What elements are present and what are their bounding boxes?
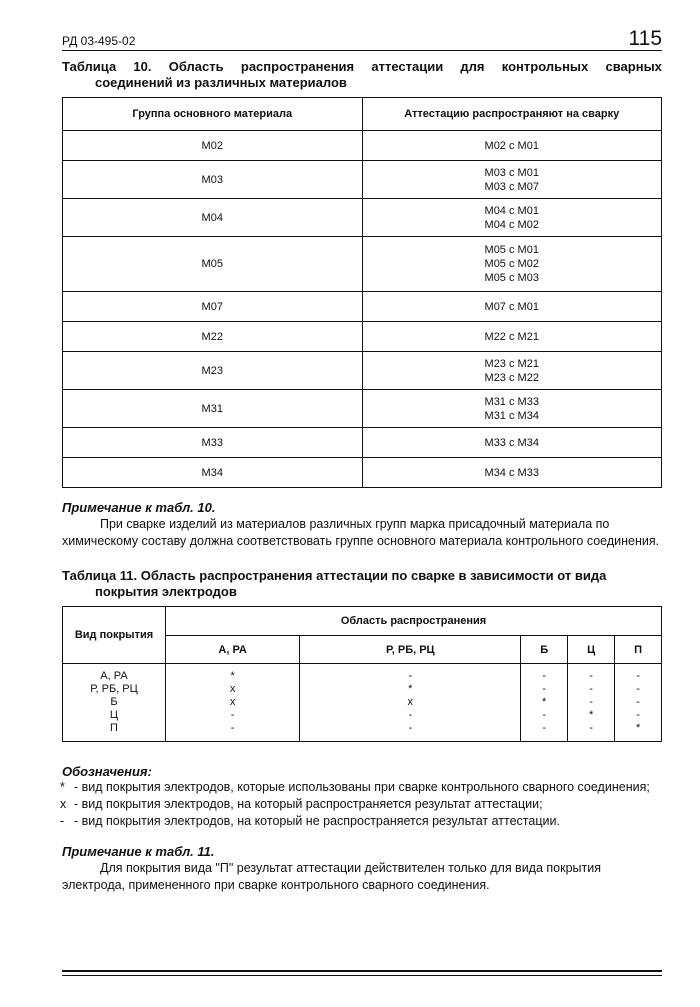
table10-scope-line: М03 с М01 (484, 166, 539, 179)
table10-group-cell: М22 (63, 322, 363, 352)
table11-row-label: А, РА (63, 664, 166, 684)
table10-title (62, 59, 662, 91)
table10-row (63, 199, 662, 237)
table10-title-word: для (460, 59, 485, 74)
legend-item (62, 796, 662, 813)
table11-row (63, 664, 662, 684)
table11-row-label: П (63, 722, 166, 742)
table10-group-cell: М05 (63, 237, 363, 292)
legend (62, 779, 662, 830)
document-page (62, 26, 662, 894)
table11-cell: * (567, 709, 614, 722)
table11-cell: - (521, 709, 568, 722)
table11-cell: - (567, 664, 614, 684)
table11 (62, 606, 662, 742)
table10-group-cell: М03 (63, 161, 363, 199)
table11-col-header: Б (521, 636, 568, 664)
table11-cell: - (615, 664, 662, 684)
table10-scope-cell (362, 352, 662, 390)
table11-cell: х (300, 696, 521, 709)
table11-cell: - (166, 709, 300, 722)
table10-scope-cell (362, 131, 662, 161)
table10-title-word: аттестации (371, 59, 444, 74)
table11-title-line1: Таблица 11. Область распространения аттестации по сварке в зависимости от вида (62, 568, 607, 583)
table10-row (63, 292, 662, 322)
legend-heading: Обозначения: (62, 764, 152, 779)
table10-title-word: Область (168, 59, 224, 74)
table11-cell: - (300, 709, 521, 722)
table10-title-word: Таблица (62, 59, 117, 74)
table11-cell: - (166, 722, 300, 742)
legend-symbol: * (60, 780, 65, 794)
page-header (62, 26, 662, 50)
table10-scope-line: М07 с М01 (484, 300, 539, 313)
table10-scope-line: М02 с М01 (484, 139, 539, 152)
table10-row (63, 161, 662, 199)
table10-scope-cell (362, 458, 662, 488)
table10-title-word: 10. (133, 59, 152, 74)
table11-title (62, 568, 662, 600)
table11-note-heading: Примечание к табл. 11. (62, 844, 215, 859)
legend-text: - вид покрытия электродов, на который не распространяется результат аттестации. (74, 814, 560, 828)
table10-scope-line: М23 с М21 (484, 357, 539, 370)
table11-cell: х (166, 696, 300, 709)
table11-col-header: Р, РБ, РЦ (300, 636, 521, 664)
legend-symbol: х (60, 797, 67, 811)
table11-row-label: Ц (63, 709, 166, 722)
footer-rule (62, 970, 662, 976)
legend-item (62, 813, 662, 830)
table11-title-line2: покрытия электродов (95, 584, 237, 599)
table10-row (63, 458, 662, 488)
table10-title-word: распространения (240, 59, 355, 74)
table10-row (63, 352, 662, 390)
table11-cell: - (567, 722, 614, 742)
table10-scope-cell (362, 292, 662, 322)
table10-scope-line: М05 с М01 (484, 244, 539, 256)
table11-col-header: П (615, 636, 662, 664)
table11-cell: * (615, 722, 662, 742)
table11-cell: * (300, 683, 521, 696)
table10-scope-cell (362, 161, 662, 199)
table10-scope-line: М05 с М03 (484, 272, 539, 284)
table11-cell: х (166, 683, 300, 696)
table11-cell: - (615, 696, 662, 709)
table10-row (63, 322, 662, 352)
table10-group-cell: М04 (63, 199, 363, 237)
table11-cell: * (521, 696, 568, 709)
table10-scope-cell (362, 390, 662, 428)
table10-col1-header: Группа основного материала (63, 98, 363, 131)
table10-title-line2: соединений из различных материалов (95, 75, 347, 90)
legend-item (62, 779, 662, 796)
table11-cell: - (615, 683, 662, 696)
table10-group-cell: М31 (63, 390, 363, 428)
table11-row (63, 683, 662, 696)
table10-scope-line: М05 с М02 (484, 258, 539, 270)
table10-scope-line: М31 с М34 (484, 409, 539, 422)
table10 (62, 97, 662, 488)
table10-group-cell: М02 (63, 131, 363, 161)
table11-cell: - (521, 722, 568, 742)
table11-cell: - (300, 722, 521, 742)
table10-group-cell: М07 (63, 292, 363, 322)
table10-scope-line: М34 с М33 (484, 466, 539, 479)
table10-scope-cell (362, 428, 662, 458)
table10-title-line1 (62, 59, 662, 75)
table11-cell: - (615, 709, 662, 722)
table11-row (63, 696, 662, 709)
header-rule (62, 50, 662, 51)
table10-group-cell: М33 (63, 428, 363, 458)
table10-row (63, 131, 662, 161)
table10-scope-cell (362, 237, 662, 292)
table10-scope-cell (362, 199, 662, 237)
legend-text: - вид покрытия электродов, которые использованы при сварке контрольного сварного соединения; (74, 780, 650, 794)
table10-note-text: При сварке изделий из материалов различных групп марка присадочный материала по химическому составу должна соответствовать группе основного материала контрольного соединения. (62, 517, 660, 548)
table11-row (63, 722, 662, 742)
table11-cell: - (567, 696, 614, 709)
document-code: РД 03-495-02 (62, 34, 136, 48)
table10-scope-line: М03 с М07 (484, 180, 539, 193)
table11-row-header: Вид покрытия (63, 607, 166, 664)
table11-note-text: Для покрытия вида "П" результат аттестации действителен только для вида покрытия электрода, примененного при сварке контрольного сварного соединения. (62, 861, 602, 892)
table11-group-header: Область распространения (166, 607, 662, 636)
table11-cell: * (166, 664, 300, 684)
table11-row-label: Б (63, 696, 166, 709)
table11-col-header: А, РА (166, 636, 300, 664)
legend-symbol: - (60, 814, 65, 828)
table10-row (63, 428, 662, 458)
table11-cell: - (521, 664, 568, 684)
table10-scope-line: М04 с М02 (484, 218, 539, 231)
table10-scope-line: М33 с М34 (484, 436, 539, 449)
table11-row-label: Р, РБ, РЦ (63, 683, 166, 696)
table10-title-word: контрольных (501, 59, 589, 74)
table10-col2-header: Аттестацию распространяют на сварку (362, 98, 662, 131)
table11-cell: - (300, 664, 521, 684)
table11-col-header: Ц (567, 636, 614, 664)
table10-note-heading: Примечание к табл. 10. (62, 500, 216, 515)
table10-scope-cell (362, 322, 662, 352)
legend-text: - вид покрытия электродов, на который распространяется результат аттестации; (74, 797, 543, 811)
table10-scope-line: М22 с М21 (484, 330, 539, 343)
table11-cell: - (567, 683, 614, 696)
table11-cell: - (521, 683, 568, 696)
page-number: 115 (628, 27, 662, 50)
table10-scope-line: М31 с М33 (484, 395, 539, 408)
table10-group-cell: М23 (63, 352, 363, 390)
table10-row (63, 390, 662, 428)
table10-scope-line: М23 с М22 (484, 371, 539, 384)
table10-group-cell: М34 (63, 458, 363, 488)
table10-scope-line: М04 с М01 (484, 204, 539, 217)
table10-row (63, 237, 662, 292)
table11-row (63, 709, 662, 722)
table10-title-word: сварных (605, 59, 662, 74)
